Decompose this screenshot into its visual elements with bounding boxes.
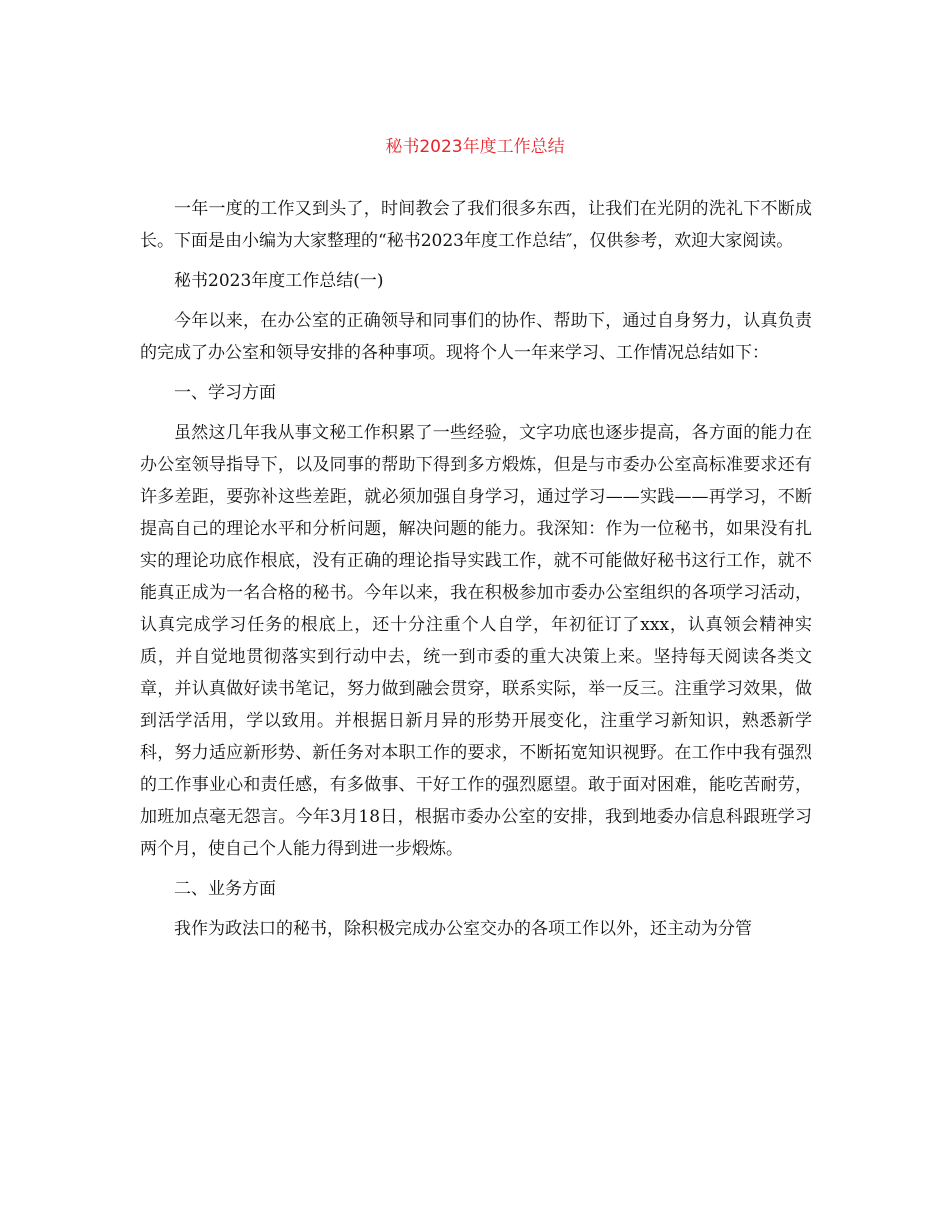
paragraph-heading-study: 一、学习方面 xyxy=(174,383,276,403)
paragraph-intro: 一年一度的工作又到头了，时间教会了我们很多东西，让我们在光阴的洗礼下不断成长。下面是由小编为大家整理的“秘书2023年度工作总结″，仅供参考，欢迎大家阅读。 xyxy=(140,199,812,251)
document-body xyxy=(140,193,812,953)
paragraph-overview: 今年以来，在办公室的正确领导和同事们的协作、帮助下，通过自身努力，认真负责的完成了办公室和领导安排的各种事项。现将个人一年来学习、工作情况总结如下： xyxy=(140,311,812,363)
paragraph-business: 我作为政法口的秘书，除积极完成办公室交办的各项工作以外，还主动为分管 xyxy=(174,919,752,939)
paragraph-section-heading: 秘书2023年度工作总结(一) xyxy=(174,271,384,291)
paragraph-study: 虽然这几年我从事文秘工作积累了一些经验，文字功底也逐步提高，各方面的能力在办公室领导指导下，以及同事的帮助下得到多方煅炼，但是与市委办公室高标准要求还有许多差距，要弥补这些差距，就必须加强自身学习，通过学习——实践——再学习，不断提高自己的理论水平和分析问题，解决问题的能力。我深知：作为一位秘书，如果没有扎实的理论功底作根底，没有正确的理论指导实践工作，就不可能做好秘书这行工作，就不能真正成为一名合格的秘书。今年以来，我在积极参加市委办公室组织的各项学习活动，认真完成学习任务的根底上，还十分注重个人自学，年初征订了xxx，认真领会精神实质，并自觉地贯彻落实到行动中去，统一到市委的重大决策上来。坚持每天阅读各类文章，并认真做好读书笔记，努力做到融会贯穿，联系实际，举一反三。注重学习效果，做到活学活用，学以致用。并根据日新月异的形势开展变化，注重学习新知识，熟悉新学科，努力适应新形势、新任务对本职工作的要求，不断拓宽知识视野。在工作中我有强烈的工作事业心和责任感，有多做事、干好工作的强烈愿望。敢于面对困难，能吃苦耐劳，加班加点毫无怨言。今年3月18日，根据市委办公室的安排，我到地委办信息科跟班学习两个月，使自己个人能力得到进一步煅炼。 xyxy=(140,423,812,859)
paragraph-heading-business: 二、业务方面 xyxy=(174,879,276,899)
document-title: 秘书2023年度工作总结 xyxy=(385,137,565,158)
